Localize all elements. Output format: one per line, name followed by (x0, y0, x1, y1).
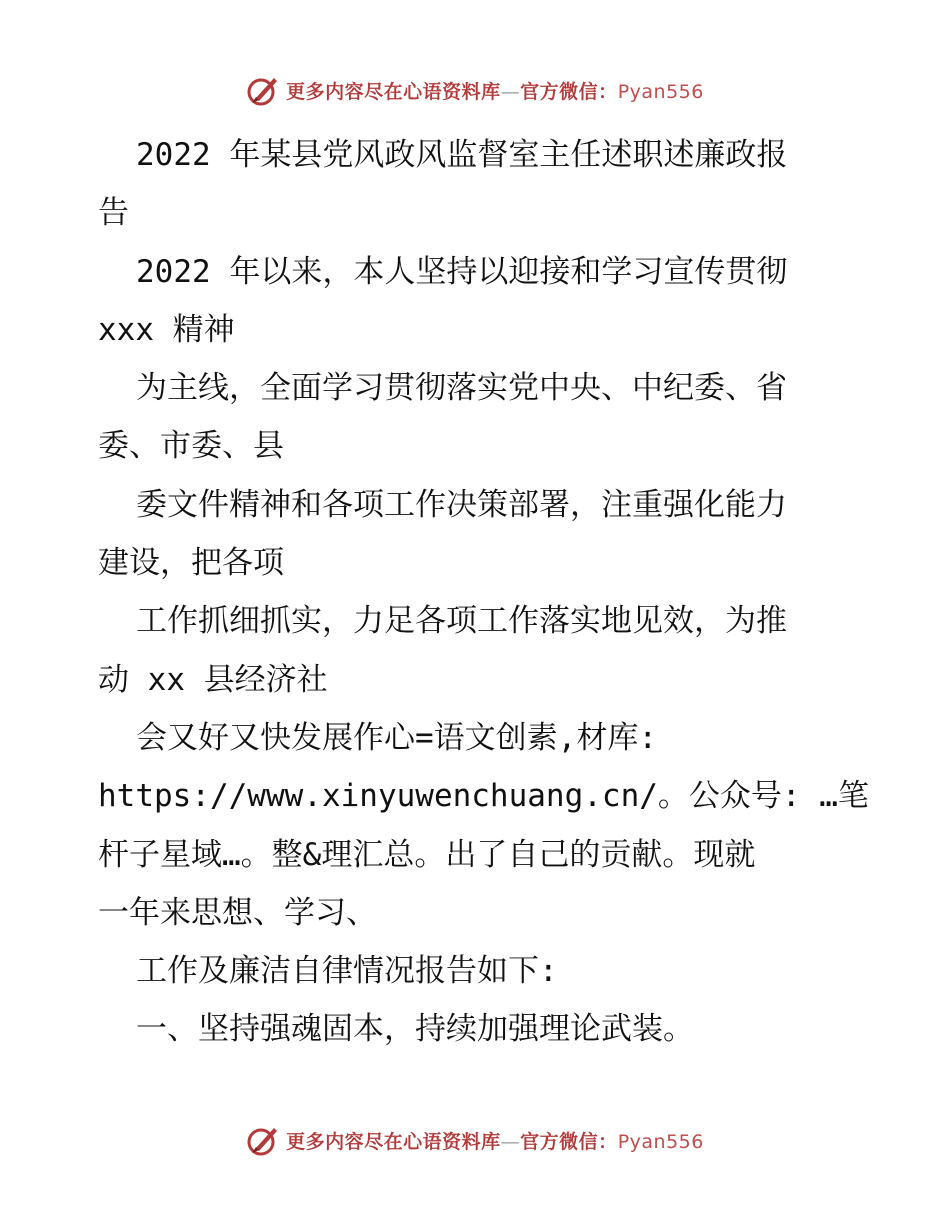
footer-wechat-handle: Pyan556 (617, 1130, 704, 1153)
header-banner (0, 70, 950, 110)
quill-pen-logo-icon (246, 1123, 280, 1157)
body-line: 2022 年某县党风政风监督室主任述职述廉政报 (136, 137, 788, 173)
body-line: 工作抓细抓实，力足各项工作落实地见效，为推 (136, 603, 787, 640)
document-body (98, 126, 869, 1059)
body-line-url: https://www.xinyuwenchuang.cn/。公众号: …笔 (98, 778, 869, 815)
header-site-text: 更多内容尽在心语资料库 (286, 80, 501, 103)
footer-separator: — (500, 1130, 521, 1153)
body-line: 为主线，全面学习贯彻落实党中央、中纪委、省 (136, 370, 787, 407)
body-line: 告 (98, 195, 129, 232)
body-line: 2022 年以来，本人坚持以迎接和学习宣传贯彻 (136, 253, 788, 290)
footer-banner-text (286, 1127, 704, 1154)
section-heading: 一、坚持强魂固本，持续加强理论武装。 (136, 1011, 694, 1048)
footer-wechat-label: 官方微信： (520, 1130, 618, 1153)
quill-pen-logo-icon (246, 73, 280, 107)
header-wechat-handle: Pyan556 (617, 80, 704, 103)
header-separator: — (500, 80, 521, 103)
body-line: xxx 精神 (98, 311, 235, 348)
body-line: 委、市委、县 (98, 428, 284, 465)
body-line: 杆子星域…。整&理汇总。出了自己的贡献。现就 (98, 836, 756, 873)
body-line: 动 xx 县经济社 (98, 661, 328, 698)
footer-banner (0, 1120, 950, 1160)
footer-site-text: 更多内容尽在心语资料库 (286, 1130, 501, 1153)
body-line: 工作及廉洁自律情况报告如下: (136, 953, 558, 990)
body-line: 建设，把各项 (98, 545, 284, 582)
body-line: 一年来思想、学习、 (98, 894, 377, 931)
body-line: 会又好又快发展作心=语文创素,材库: (136, 719, 657, 756)
header-banner-text (286, 77, 704, 104)
body-line: 委文件精神和各项工作决策部署，注重强化能力 (136, 486, 787, 523)
header-wechat-label: 官方微信： (520, 80, 618, 103)
